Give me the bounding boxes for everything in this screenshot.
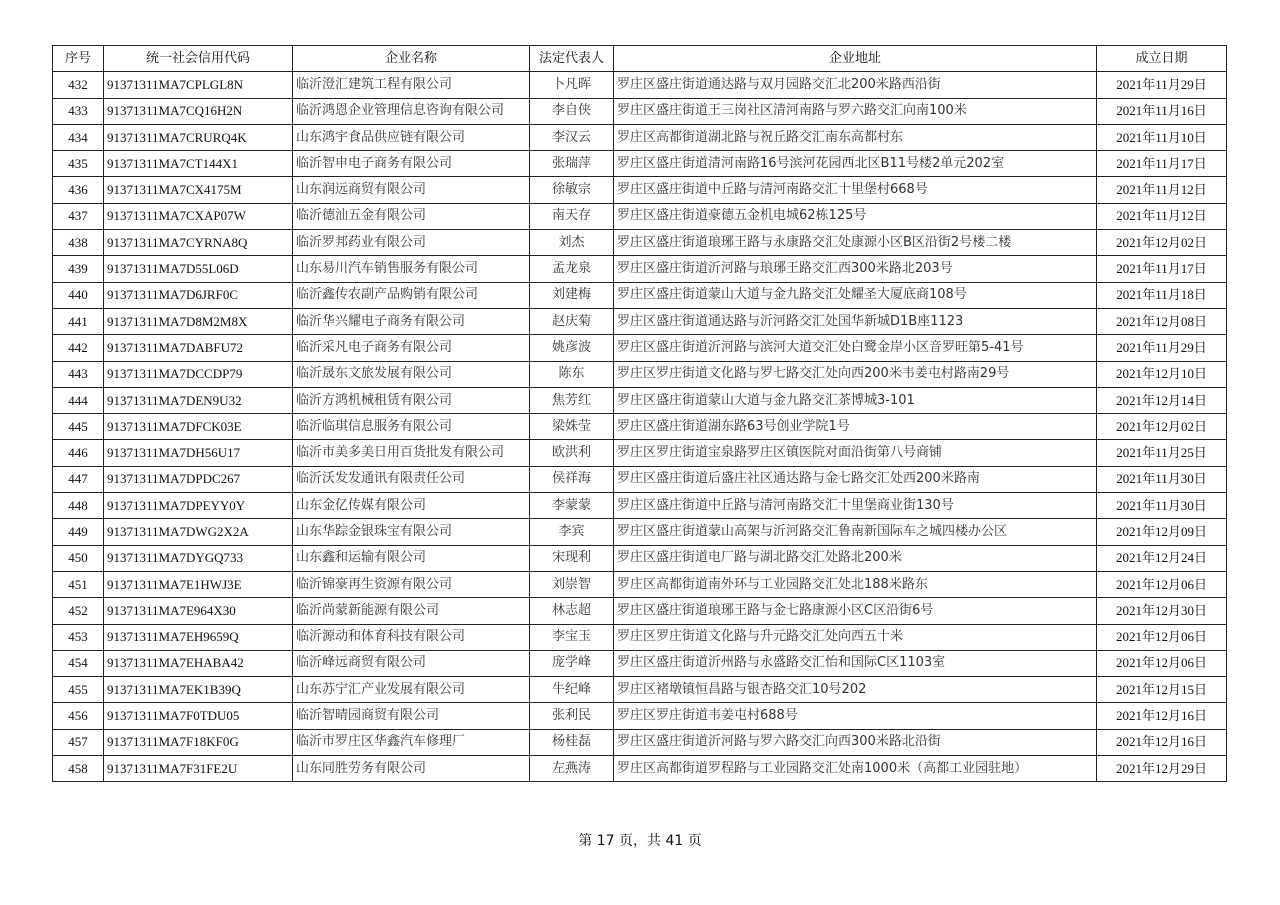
credit-code: 91371311MA7CPLGL8N	[104, 72, 293, 98]
company-address: 罗庄区盛庄街道清河南路16号滨河花园西北区B11号楼2单元202室	[614, 151, 1097, 177]
row-index: 435	[53, 151, 104, 177]
enterprise-table	[52, 45, 1227, 782]
established-date: 2021年11月17日	[1097, 151, 1227, 177]
legal-representative: 姚彦波	[530, 335, 614, 361]
established-date: 2021年12月06日	[1097, 624, 1227, 650]
credit-code: 91371311MA7DWG2X2A	[104, 519, 293, 545]
company-address: 罗庄区罗庄街道宝泉路罗庄区镇医院对面沿街第八号商铺	[614, 440, 1097, 466]
established-date: 2021年11月18日	[1097, 282, 1227, 308]
legal-representative: 赵庆菊	[530, 308, 614, 334]
legal-representative: 陈东	[530, 361, 614, 387]
header-company-name: 企业名称	[293, 46, 530, 72]
company-name: 临沂源动和体育科技有限公司	[293, 624, 530, 650]
established-date: 2021年12月14日	[1097, 387, 1227, 413]
company-name: 临沂临琪信息服务有限公司	[293, 414, 530, 440]
established-date: 2021年12月08日	[1097, 308, 1227, 334]
company-address: 罗庄区高都街道罗程路与工业园路交汇处南1000米（高都工业园驻地）	[614, 756, 1097, 782]
company-name: 山东鑫和运输有限公司	[293, 545, 530, 571]
table-row	[53, 177, 1227, 203]
established-date: 2021年12月30日	[1097, 598, 1227, 624]
legal-representative: 李汉云	[530, 124, 614, 150]
credit-code: 91371311MA7CXAP07W	[104, 203, 293, 229]
company-name: 临沂市美多美日用百货批发有限公司	[293, 440, 530, 466]
table-row	[53, 624, 1227, 650]
company-address: 罗庄区盛庄街道沂州路与永盛路交汇怡和国际C区1103室	[614, 650, 1097, 676]
legal-representative: 梁姝莹	[530, 414, 614, 440]
credit-code: 91371311MA7CRURQ4K	[104, 124, 293, 150]
row-index: 441	[53, 308, 104, 334]
row-index: 451	[53, 571, 104, 597]
established-date: 2021年11月17日	[1097, 256, 1227, 282]
company-name: 临沂华兴耀电子商务有限公司	[293, 308, 530, 334]
header-address: 企业地址	[614, 46, 1097, 72]
row-index: 447	[53, 466, 104, 492]
credit-code: 91371311MA7EK1B39Q	[104, 677, 293, 703]
company-name: 临沂采凡电子商务有限公司	[293, 335, 530, 361]
company-name: 临沂峰远商贸有限公司	[293, 650, 530, 676]
established-date: 2021年11月30日	[1097, 466, 1227, 492]
company-name: 山东同胜劳务有限公司	[293, 756, 530, 782]
credit-code: 91371311MA7EH9659Q	[104, 624, 293, 650]
company-name: 山东润远商贸有限公司	[293, 177, 530, 203]
row-index: 437	[53, 203, 104, 229]
company-address: 罗庄区盛庄街道中丘路与清河南路交汇十里堡村668号	[614, 177, 1097, 203]
table-row	[53, 703, 1227, 729]
row-index: 433	[53, 98, 104, 124]
established-date: 2021年11月12日	[1097, 177, 1227, 203]
company-address: 罗庄区盛庄街道王三岗社区清河南路与罗六路交汇向南100米	[614, 98, 1097, 124]
company-address: 罗庄区褚墩镇恒昌路与银杏路交汇10号202	[614, 677, 1097, 703]
company-name: 临沂德汕五金有限公司	[293, 203, 530, 229]
row-index: 452	[53, 598, 104, 624]
legal-representative: 南天存	[530, 203, 614, 229]
legal-representative: 刘崇智	[530, 571, 614, 597]
header-row	[53, 46, 1227, 72]
table-row	[53, 650, 1227, 676]
established-date: 2021年12月06日	[1097, 571, 1227, 597]
company-name: 山东苏宁汇产业发展有限公司	[293, 677, 530, 703]
established-date: 2021年12月09日	[1097, 519, 1227, 545]
established-date: 2021年12月15日	[1097, 677, 1227, 703]
company-address: 罗庄区盛庄街道沂河路与罗六路交汇向西300米路北沿街	[614, 729, 1097, 755]
row-index: 442	[53, 335, 104, 361]
table-row	[53, 414, 1227, 440]
company-name: 临沂市罗庄区华鑫汽车修理厂	[293, 729, 530, 755]
established-date: 2021年12月24日	[1097, 545, 1227, 571]
table-row	[53, 203, 1227, 229]
table-header	[53, 46, 1227, 72]
company-address: 罗庄区盛庄街道蒙山大道与金九路交汇茶博城3-101	[614, 387, 1097, 413]
established-date: 2021年11月29日	[1097, 72, 1227, 98]
row-index: 450	[53, 545, 104, 571]
company-address: 罗庄区盛庄街道湖东路63号创业学院1号	[614, 414, 1097, 440]
row-index: 455	[53, 677, 104, 703]
legal-representative: 杨桂磊	[530, 729, 614, 755]
table-row	[53, 98, 1227, 124]
credit-code: 91371311MA7DCCDP79	[104, 361, 293, 387]
credit-code: 91371311MA7DYGQ733	[104, 545, 293, 571]
credit-code: 91371311MA7F18KF0G	[104, 729, 293, 755]
table-row	[53, 308, 1227, 334]
company-name: 临沂智申电子商务有限公司	[293, 151, 530, 177]
row-index: 454	[53, 650, 104, 676]
company-name: 临沂罗邦药业有限公司	[293, 230, 530, 256]
table-row	[53, 756, 1227, 782]
table-row	[53, 440, 1227, 466]
credit-code: 91371311MA7F31FE2U	[104, 756, 293, 782]
row-index: 443	[53, 361, 104, 387]
table-row	[53, 282, 1227, 308]
credit-code: 91371311MA7F0TDU05	[104, 703, 293, 729]
established-date: 2021年12月10日	[1097, 361, 1227, 387]
row-index: 440	[53, 282, 104, 308]
legal-representative: 徐敏宗	[530, 177, 614, 203]
established-date: 2021年11月10日	[1097, 124, 1227, 150]
company-address: 罗庄区罗庄街道韦姜屯村688号	[614, 703, 1097, 729]
legal-representative: 张瑞萍	[530, 151, 614, 177]
company-name: 临沂智晴园商贸有限公司	[293, 703, 530, 729]
credit-code: 91371311MA7DPDC267	[104, 466, 293, 492]
table-row	[53, 545, 1227, 571]
table-row	[53, 571, 1227, 597]
legal-representative: 刘杰	[530, 230, 614, 256]
row-index: 444	[53, 387, 104, 413]
established-date: 2021年12月16日	[1097, 703, 1227, 729]
legal-representative: 李宝玉	[530, 624, 614, 650]
established-date: 2021年12月02日	[1097, 414, 1227, 440]
established-date: 2021年11月29日	[1097, 335, 1227, 361]
credit-code: 91371311MA7CT144X1	[104, 151, 293, 177]
legal-representative: 庞学峰	[530, 650, 614, 676]
legal-representative: 刘建梅	[530, 282, 614, 308]
legal-representative: 宋现利	[530, 545, 614, 571]
legal-representative: 李蒙蒙	[530, 493, 614, 519]
company-address: 罗庄区盛庄街道电厂路与湖北路交汇处路北200米	[614, 545, 1097, 571]
company-address: 罗庄区盛庄街道琅琊王路与永康路交汇处康源小区B区沿街2号楼二楼	[614, 230, 1097, 256]
row-index: 449	[53, 519, 104, 545]
established-date: 2021年12月29日	[1097, 756, 1227, 782]
established-date: 2021年11月25日	[1097, 440, 1227, 466]
company-name: 山东鸿宇食品供应链有限公司	[293, 124, 530, 150]
row-index: 432	[53, 72, 104, 98]
company-address: 罗庄区罗庄街道文化路与罗七路交汇处向西200米韦姜屯村路南29号	[614, 361, 1097, 387]
company-name: 临沂鑫传农副产品购销有限公司	[293, 282, 530, 308]
row-index: 434	[53, 124, 104, 150]
credit-code: 91371311MA7E1HWJ3E	[104, 571, 293, 597]
row-index: 453	[53, 624, 104, 650]
credit-code: 91371311MA7EHABA42	[104, 650, 293, 676]
credit-code: 91371311MA7DH56U17	[104, 440, 293, 466]
company-address: 罗庄区高都街道南外环与工业园路交汇处北188米路东	[614, 571, 1097, 597]
row-index: 448	[53, 493, 104, 519]
company-address: 罗庄区盛庄街道后盛庄社区通达路与金七路交汇处西200米路南	[614, 466, 1097, 492]
legal-representative: 牛纪峰	[530, 677, 614, 703]
credit-code: 91371311MA7D55L06D	[104, 256, 293, 282]
table-row	[53, 124, 1227, 150]
row-index: 456	[53, 703, 104, 729]
company-address: 罗庄区盛庄街道中丘路与清河南路交汇十里堡商业街130号	[614, 493, 1097, 519]
row-index: 439	[53, 256, 104, 282]
header-legal-rep: 法定代表人	[530, 46, 614, 72]
legal-representative: 李宾	[530, 519, 614, 545]
credit-code: 91371311MA7DFCK03E	[104, 414, 293, 440]
row-index: 445	[53, 414, 104, 440]
table-row	[53, 598, 1227, 624]
legal-representative: 侯祥海	[530, 466, 614, 492]
header-established-date: 成立日期	[1097, 46, 1227, 72]
row-index: 438	[53, 230, 104, 256]
company-name: 山东易川汽车销售服务有限公司	[293, 256, 530, 282]
credit-code: 91371311MA7DABFU72	[104, 335, 293, 361]
credit-code: 91371311MA7CX4175M	[104, 177, 293, 203]
company-name: 临沂方鸿机械租赁有限公司	[293, 387, 530, 413]
established-date: 2021年12月02日	[1097, 230, 1227, 256]
table-row	[53, 519, 1227, 545]
row-index: 458	[53, 756, 104, 782]
legal-representative: 左燕涛	[530, 756, 614, 782]
company-address: 罗庄区盛庄街道沂河路与琅琊王路交汇西300米路北203号	[614, 256, 1097, 282]
row-index: 457	[53, 729, 104, 755]
credit-code: 91371311MA7CQ16H2N	[104, 98, 293, 124]
legal-representative: 欧洪利	[530, 440, 614, 466]
credit-code: 91371311MA7D6JRF0C	[104, 282, 293, 308]
table-row	[53, 151, 1227, 177]
row-index: 436	[53, 177, 104, 203]
header-credit-code: 统一社会信用代码	[104, 46, 293, 72]
established-date: 2021年12月16日	[1097, 729, 1227, 755]
legal-representative: 孟龙泉	[530, 256, 614, 282]
legal-representative: 李自侠	[530, 98, 614, 124]
company-address: 罗庄区高都街道湖北路与祝丘路交汇南东高都村东	[614, 124, 1097, 150]
company-name: 山东华踪金银珠宝有限公司	[293, 519, 530, 545]
legal-representative: 张利民	[530, 703, 614, 729]
table-row	[53, 729, 1227, 755]
table-row	[53, 361, 1227, 387]
table-row	[53, 677, 1227, 703]
legal-representative: 林志超	[530, 598, 614, 624]
header-index: 序号	[53, 46, 104, 72]
credit-code: 91371311MA7DEN9U32	[104, 387, 293, 413]
credit-code: 91371311MA7CYRNA8Q	[104, 230, 293, 256]
company-address: 罗庄区盛庄街道琅琊王路与金七路康源小区C区沿街6号	[614, 598, 1097, 624]
legal-representative: 卜凡晖	[530, 72, 614, 98]
credit-code: 91371311MA7D8M2M8X	[104, 308, 293, 334]
table-row	[53, 387, 1227, 413]
company-name: 临沂晟东文旅发展有限公司	[293, 361, 530, 387]
established-date: 2021年11月12日	[1097, 203, 1227, 229]
table-row	[53, 466, 1227, 492]
credit-code: 91371311MA7E964X30	[104, 598, 293, 624]
company-name: 临沂沃发发通讯有限责任公司	[293, 466, 530, 492]
table-row	[53, 493, 1227, 519]
company-name: 临沂澄汇建筑工程有限公司	[293, 72, 530, 98]
established-date: 2021年12月06日	[1097, 650, 1227, 676]
company-name: 临沂锦豪再生资源有限公司	[293, 571, 530, 597]
company-address: 罗庄区盛庄街道蒙山大道与金九路交汇处耀圣大厦底商108号	[614, 282, 1097, 308]
company-address: 罗庄区盛庄街道通达路与沂河路交汇处国华新城D1B座1123	[614, 308, 1097, 334]
credit-code: 91371311MA7DPEYY0Y	[104, 493, 293, 519]
table-body	[53, 72, 1227, 782]
company-address: 罗庄区盛庄街道沂河路与滨河大道交汇处白鹭金岸小区音罗旺第5-41号	[614, 335, 1097, 361]
table-row	[53, 256, 1227, 282]
company-address: 罗庄区盛庄街道豪德五金机电城62栋125号	[614, 203, 1097, 229]
company-address: 罗庄区盛庄街道通达路与双月园路交汇北200米路西沿街	[614, 72, 1097, 98]
company-name: 临沂尚蒙新能源有限公司	[293, 598, 530, 624]
table-row	[53, 72, 1227, 98]
company-name: 山东金亿传媒有限公司	[293, 493, 530, 519]
established-date: 2021年11月30日	[1097, 493, 1227, 519]
table-row	[53, 230, 1227, 256]
company-name: 临沂鸿恩企业管理信息咨询有限公司	[293, 98, 530, 124]
company-address: 罗庄区盛庄街道蒙山高架与沂河路交汇鲁南新国际车之城四楼办公区	[614, 519, 1097, 545]
row-index: 446	[53, 440, 104, 466]
company-address: 罗庄区罗庄街道文化路与升元路交汇处向西五十米	[614, 624, 1097, 650]
established-date: 2021年11月16日	[1097, 98, 1227, 124]
table-row	[53, 335, 1227, 361]
page-number: 第 17 页，共 41 页	[578, 833, 702, 849]
legal-representative: 焦芳红	[530, 387, 614, 413]
